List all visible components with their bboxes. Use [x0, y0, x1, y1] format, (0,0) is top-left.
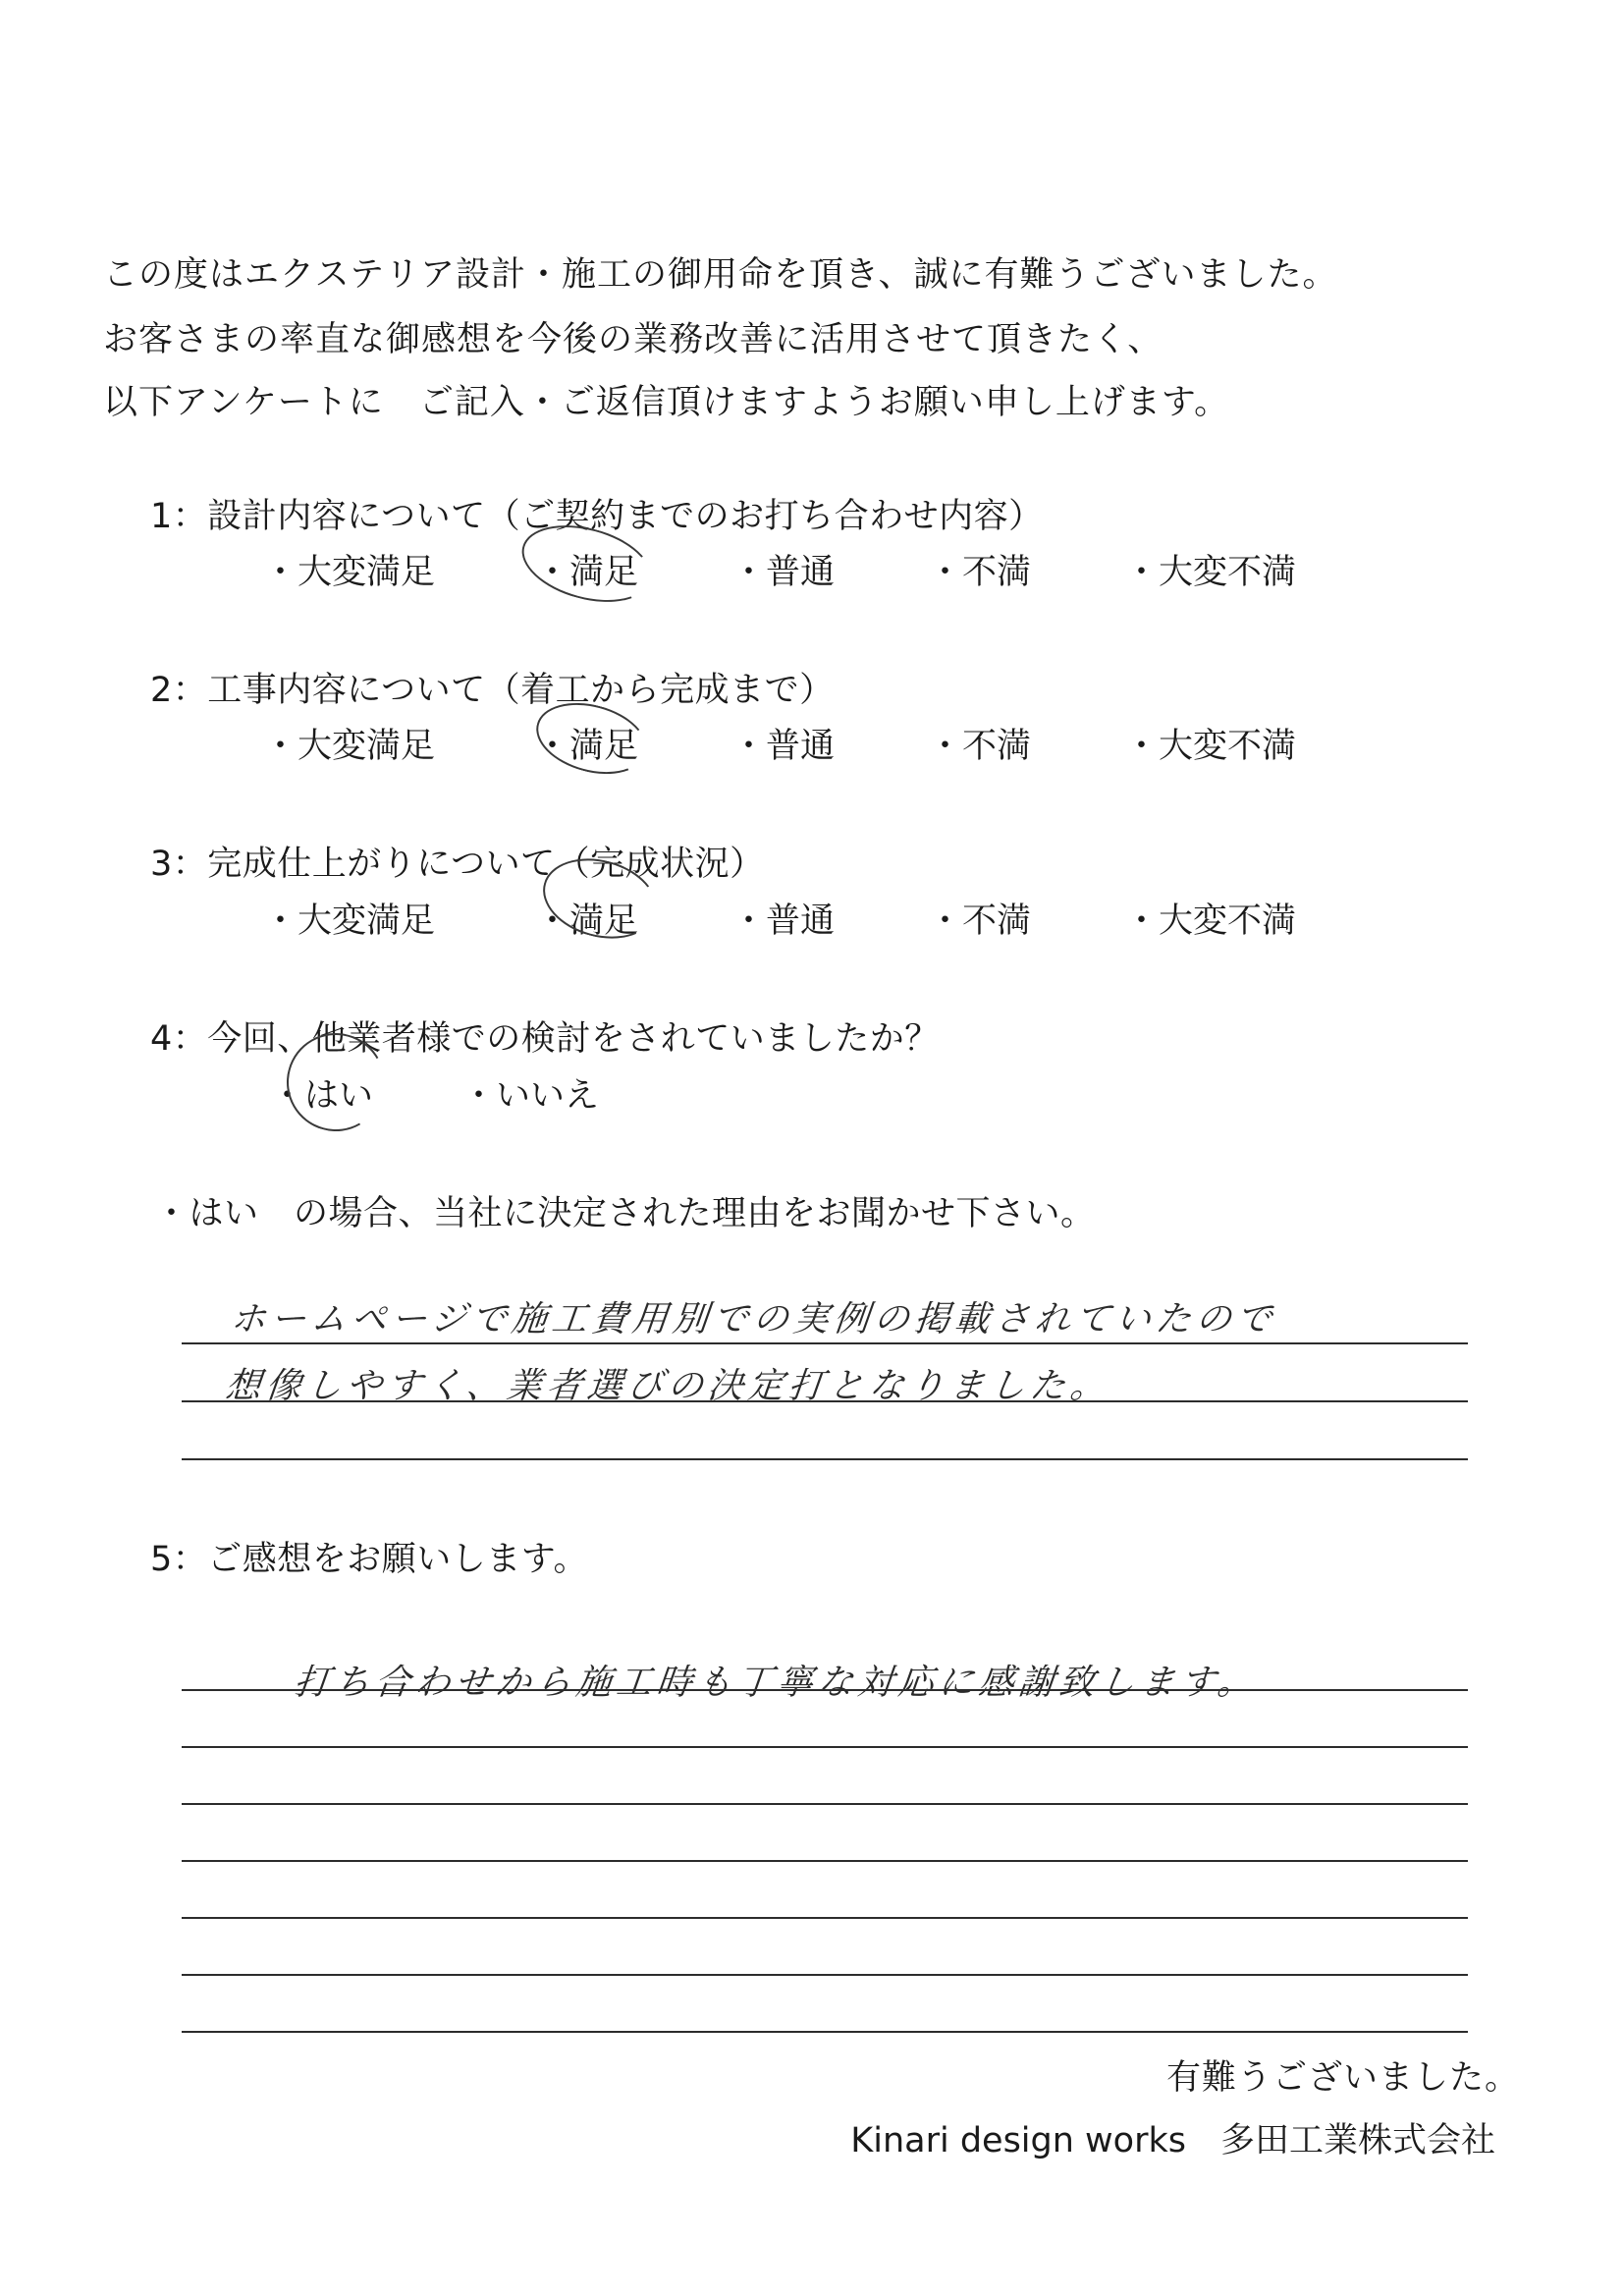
q3-option-unsatisfied[interactable]: ・不満	[928, 902, 1032, 941]
reason-rule-1	[182, 1342, 1468, 1344]
q2-option-unsatisfied[interactable]: ・不満	[928, 727, 1032, 766]
impressions-label: 5：ご感想をお願いします。	[150, 1540, 588, 1579]
footer-thanks: 有難うございました。	[1165, 2058, 1520, 2098]
q1-option-unsatisfied[interactable]: ・不満	[928, 553, 1032, 592]
question-2-label: 2：工事内容について（着工から完成まで）	[150, 671, 835, 710]
q1-option-satisfied[interactable]: ・満足	[535, 553, 639, 592]
question-4-label: 4：今回、他業者様での検討をされていましたか？	[150, 1019, 940, 1059]
impressions-rule-4	[182, 1860, 1468, 1862]
reason-rule-3	[182, 1458, 1468, 1460]
q3-option-satisfied[interactable]: ・満足	[535, 902, 639, 941]
impressions-rule-2	[182, 1746, 1468, 1748]
impressions-rule-1	[182, 1689, 1468, 1691]
q3-option-very-satisfied[interactable]: ・大変満足	[263, 902, 436, 941]
reason-answer-line-2: 想像しやすく、業者選びの決定打となりました。	[223, 1366, 1113, 1406]
q1-option-normal[interactable]: ・普通	[731, 553, 836, 592]
q2-option-satisfied[interactable]: ・満足	[535, 727, 639, 766]
q2-option-very-unsatisfied[interactable]: ・大変不満	[1124, 727, 1297, 766]
impressions-rule-7	[182, 2031, 1468, 2033]
q3-option-normal[interactable]: ・普通	[731, 902, 836, 941]
impressions-rule-5	[182, 1917, 1468, 1919]
footer-company: Kinari design works 多田工業株式会社	[850, 2121, 1495, 2160]
q1-option-very-unsatisfied[interactable]: ・大変不満	[1124, 553, 1297, 592]
q1-option-very-satisfied[interactable]: ・大変満足	[263, 553, 436, 592]
q2-option-normal[interactable]: ・普通	[731, 727, 836, 766]
reason-answer-line-1: ホームページで施工費用別での実例の掲載されていたので	[228, 1299, 1279, 1339]
question-3-label: 3：完成仕上がりについて（完成状況）	[150, 845, 765, 884]
impressions-rule-3	[182, 1803, 1468, 1805]
intro-line-3: 以下アンケートに ご記入・ご返信頂けますようお願い申し上げます。	[103, 383, 1230, 422]
impressions-rule-6	[182, 1974, 1468, 1976]
reason-rule-2	[182, 1400, 1468, 1402]
intro-line-1: この度はエクステリア設計・施工の御用命を頂き、誠に有難うございました。	[103, 255, 1338, 295]
q3-option-very-unsatisfied[interactable]: ・大変不満	[1124, 902, 1297, 941]
reason-label: ・はい の場合、当社に決定された理由をお聞かせ下さい。	[154, 1194, 1096, 1233]
q4-option-yes[interactable]: ・はい	[270, 1076, 374, 1116]
q2-option-very-satisfied[interactable]: ・大変満足	[263, 727, 436, 766]
impressions-answer-line-1: 打ち合わせから施工時も丁寧な対応に感謝致します。	[292, 1663, 1260, 1703]
q4-option-no[interactable]: ・いいえ	[461, 1076, 600, 1116]
intro-line-2: お客さまの率直な御感想を今後の業務改善に活用させて頂きたく、	[103, 320, 1163, 359]
question-1-label: 1：設計内容について（ご契約までのお打ち合わせ内容）	[150, 497, 1044, 536]
